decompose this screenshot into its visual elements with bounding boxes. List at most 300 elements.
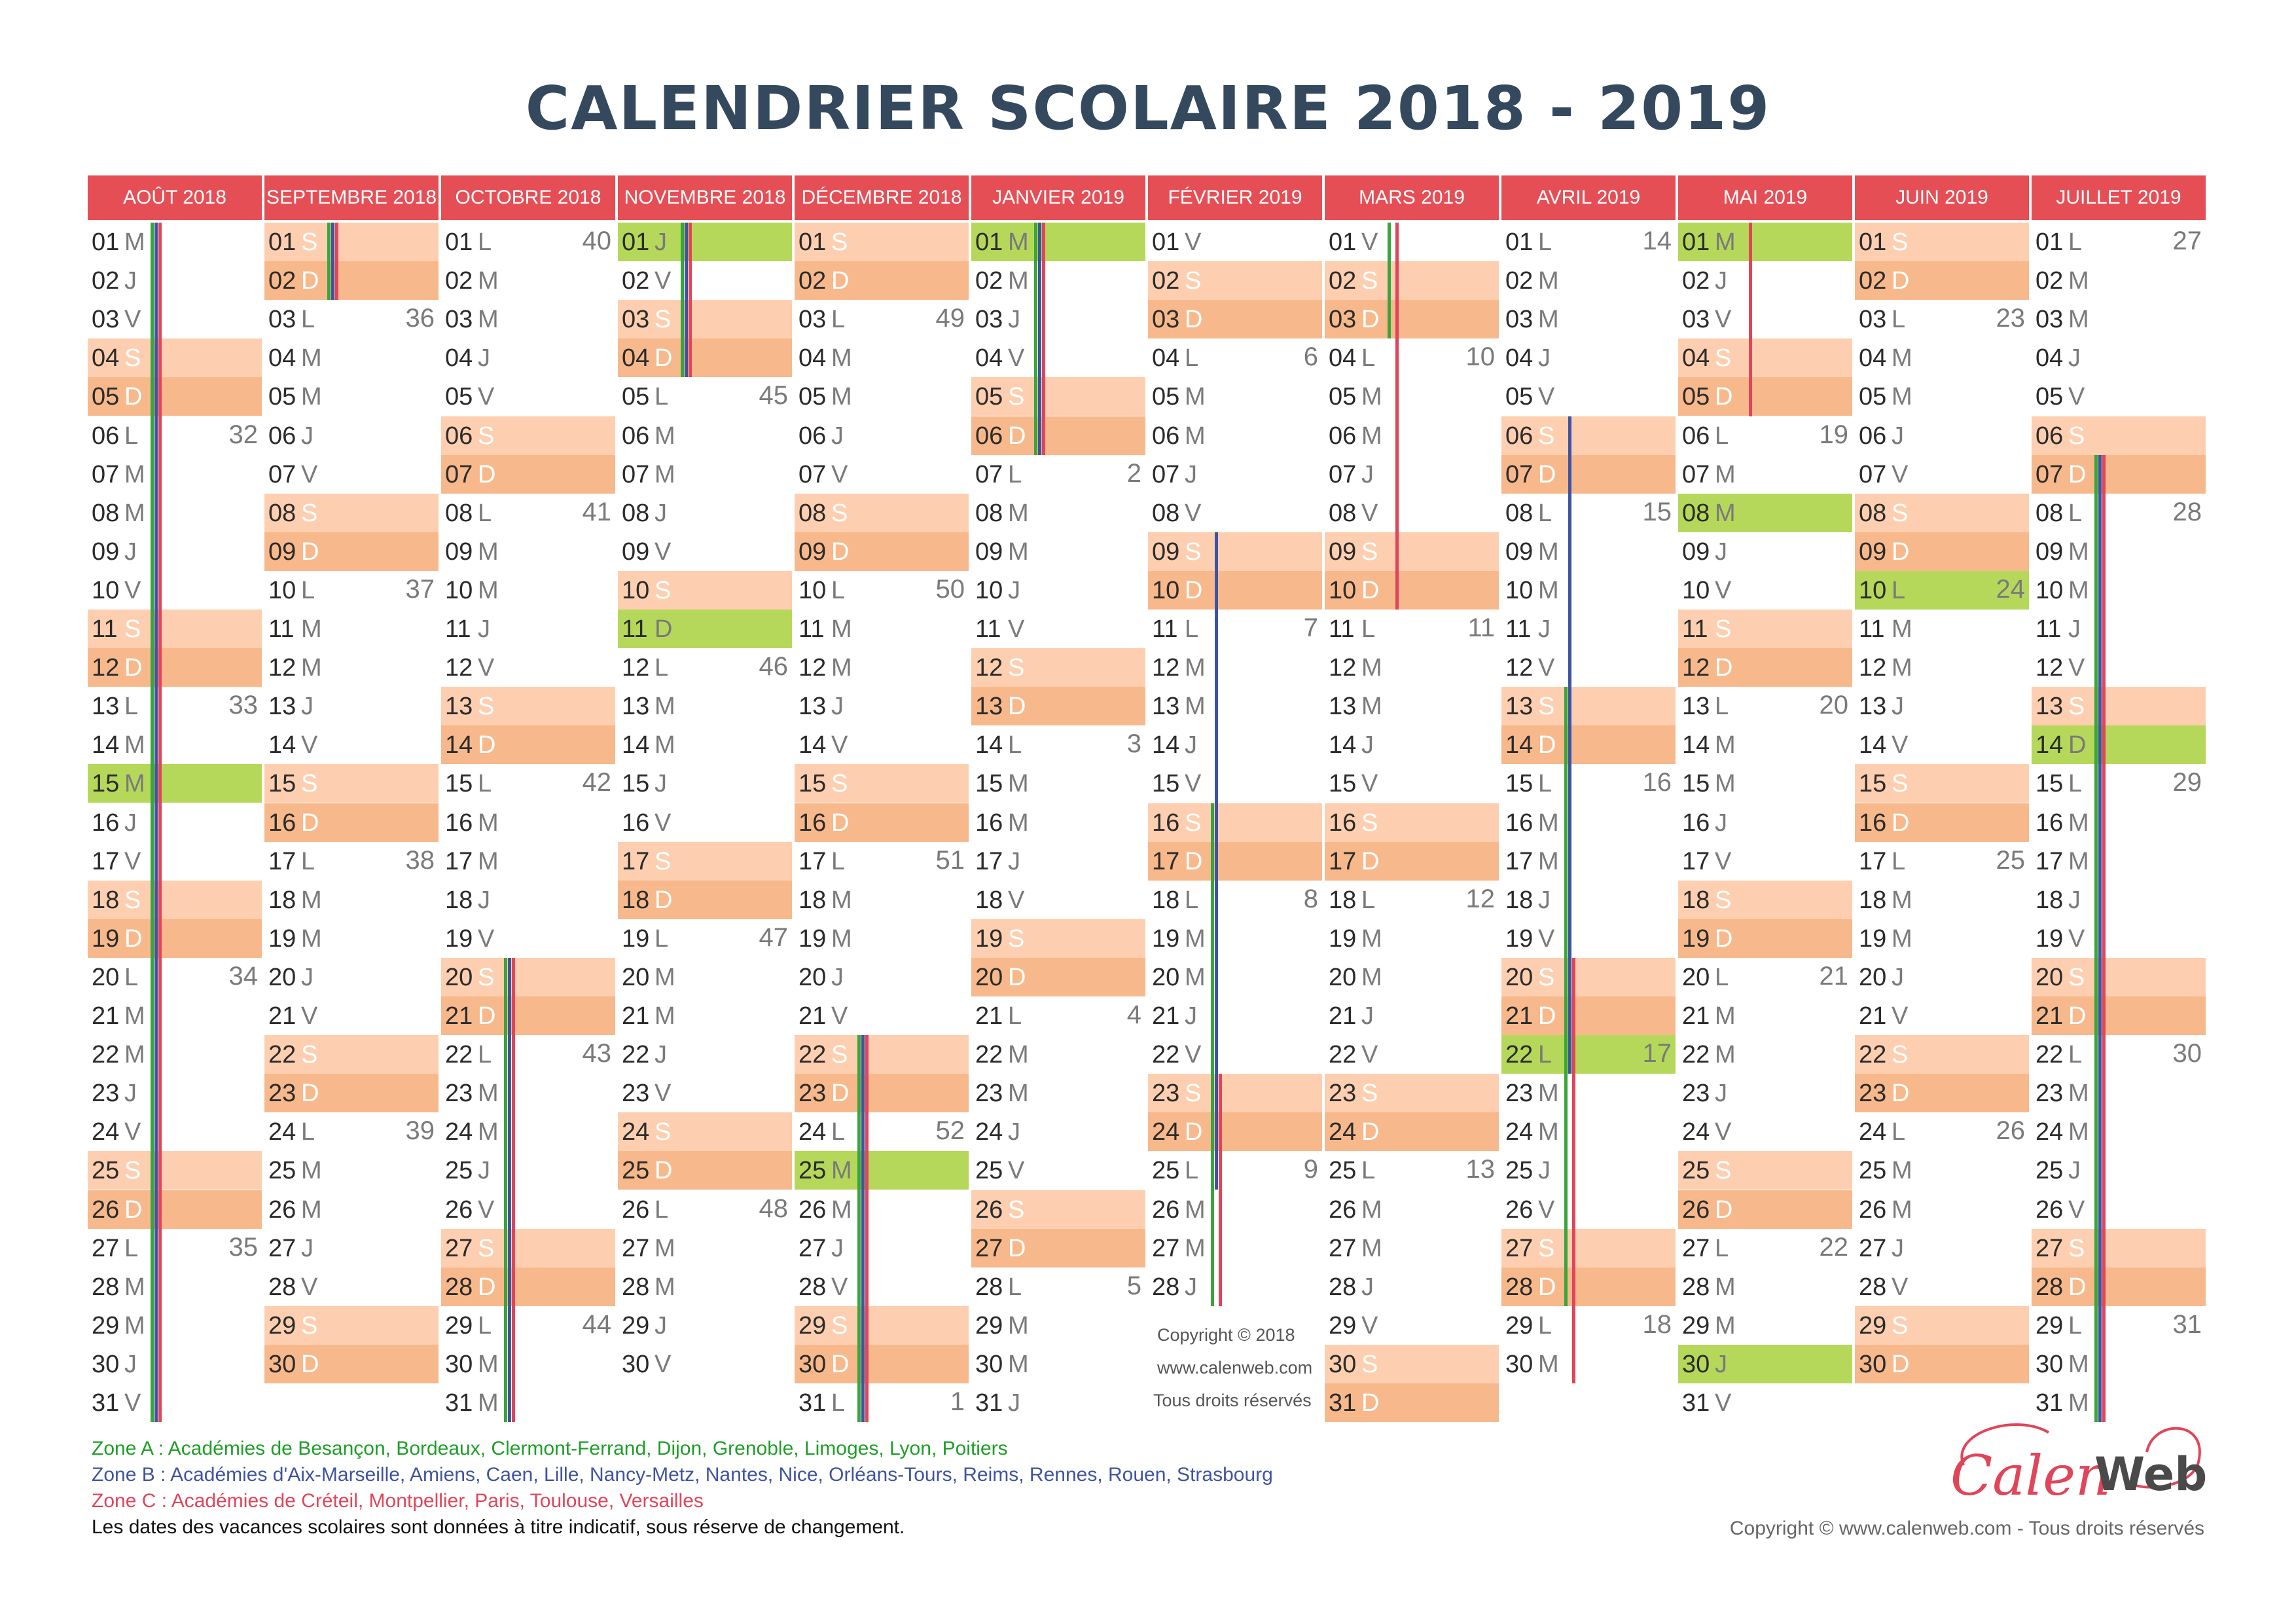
day-cell: [795, 1267, 969, 1306]
day-number: 22: [1329, 1041, 1357, 1069]
day-number: 17: [622, 847, 650, 875]
week-number: 35: [228, 1232, 258, 1262]
day-number: 31: [1329, 1389, 1357, 1417]
zone-b-holiday-bar: [331, 223, 334, 300]
weekday-letter: J: [1538, 886, 1551, 914]
day-cell: [1501, 803, 1676, 842]
day-cell: [441, 958, 615, 996]
day-cell: [1501, 223, 1676, 261]
day-cell: [441, 1306, 615, 1345]
day-number: 08: [1859, 499, 1887, 527]
day-number: 14: [1505, 731, 1534, 759]
day-cell: [2032, 958, 2206, 996]
day-number: 01: [1505, 228, 1534, 256]
weekday-letter: S: [1892, 1041, 1909, 1069]
weekday-letter: V: [1361, 1041, 1378, 1069]
day-cell: [1501, 687, 1676, 725]
day-number: 26: [975, 1195, 1003, 1224]
day-cell: [1855, 261, 2029, 300]
day-number: 27: [92, 1234, 120, 1262]
day-number: 29: [1682, 1311, 1710, 1340]
day-cell: [88, 300, 262, 338]
calendar-rights-line: Tous droits réservés: [1153, 1391, 1312, 1410]
weekday-letter: M: [1892, 924, 1912, 953]
day-number: 13: [1682, 693, 1710, 721]
weekday-letter: L: [1185, 886, 1199, 914]
weekday-letter: S: [1185, 538, 1202, 566]
day-number: 29: [2036, 1311, 2064, 1340]
day-cell: [1148, 1074, 1322, 1112]
day-number: 02: [1682, 267, 1710, 295]
day-number: 09: [1859, 538, 1887, 566]
day-number: 04: [1329, 344, 1357, 373]
day-number: 22: [622, 1041, 650, 1069]
day-number: 05: [1152, 383, 1180, 411]
day-cell: [88, 919, 262, 958]
zone-b-holiday-bar: [508, 958, 511, 1422]
day-number: 04: [1859, 344, 1887, 373]
weekday-letter: S: [124, 344, 141, 373]
day-number: 30: [1682, 1350, 1710, 1378]
weekday-letter: L: [1715, 693, 1729, 721]
weekday-letter: V: [1538, 924, 1555, 953]
month-header: NOVEMBRE 2018: [618, 175, 792, 220]
month-column: [1325, 175, 1499, 1426]
day-cell: [2032, 1306, 2206, 1345]
weekday-letter: M: [1008, 228, 1029, 256]
day-number: 19: [1329, 924, 1357, 953]
day-cell: [795, 416, 969, 455]
weekday-letter: L: [831, 1118, 846, 1146]
day-number: 02: [445, 267, 473, 295]
day-number: 23: [798, 1080, 827, 1108]
day-cell: [1855, 571, 2029, 610]
day-number: 04: [975, 344, 1003, 373]
day-number: 02: [798, 267, 827, 295]
weekday-letter: M: [1715, 731, 1736, 759]
weekday-letter: V: [1715, 576, 1732, 604]
weekday-letter: S: [1715, 615, 1732, 643]
day-number: 10: [798, 576, 827, 604]
day-cell: [971, 687, 1145, 725]
day-number: 21: [1505, 1002, 1534, 1030]
weekday-letter: V: [301, 1002, 318, 1030]
weekday-letter: S: [1185, 267, 1202, 295]
day-number: 16: [1859, 809, 1887, 837]
day-number: 13: [268, 693, 296, 721]
day-number: 16: [798, 809, 827, 837]
day-number: 01: [1682, 228, 1710, 256]
day-cell: [1501, 1267, 1676, 1306]
day-cell: [2032, 1151, 2206, 1190]
weekday-letter: D: [831, 538, 850, 566]
weekday-letter: M: [1715, 1273, 1736, 1301]
day-cell: [1501, 1112, 1676, 1151]
day-cell: [2032, 1229, 2206, 1267]
day-cell: [795, 1229, 969, 1267]
day-cell: [1855, 610, 2029, 648]
day-cell: [441, 687, 615, 725]
weekday-letter: L: [831, 847, 846, 875]
day-cell: [971, 1383, 1145, 1422]
weekday-letter: S: [1008, 654, 1025, 682]
weekday-letter: J: [1008, 847, 1020, 875]
day-cell: [618, 494, 792, 532]
day-cell: [441, 919, 615, 958]
day-number: 21: [445, 1002, 473, 1030]
day-number: 26: [1505, 1195, 1534, 1224]
day-number: 06: [1152, 422, 1180, 450]
day-cell: [1678, 803, 1852, 842]
day-cell: [1678, 300, 1852, 338]
weekday-letter: M: [655, 693, 675, 721]
day-cell: [618, 300, 792, 338]
day-cell: [795, 1035, 969, 1074]
day-cell: [971, 416, 1145, 455]
day-number: 27: [445, 1234, 473, 1262]
week-number: 28: [2172, 497, 2202, 526]
day-cell: [2032, 725, 2206, 764]
day-number: 27: [2036, 1234, 2064, 1262]
day-cell: [1325, 1074, 1499, 1112]
weekday-letter: V: [1008, 615, 1025, 643]
weekday-letter: M: [831, 924, 852, 953]
day-number: 06: [798, 422, 827, 450]
day-cell: [971, 1306, 1145, 1345]
day-number: 17: [1859, 847, 1887, 875]
day-number: 13: [622, 693, 650, 721]
week-number: 32: [228, 420, 258, 449]
month-header: AOÛT 2018: [88, 175, 262, 220]
day-cell: [795, 300, 969, 338]
day-cell: [1325, 338, 1499, 377]
day-number: 18: [622, 886, 650, 914]
day-cell: [441, 881, 615, 919]
day-cell: [971, 300, 1145, 338]
week-number: 34: [228, 961, 258, 991]
weekday-letter: L: [831, 1389, 846, 1417]
weekday-letter: L: [1715, 1234, 1729, 1262]
weekday-letter: D: [478, 460, 496, 488]
weekday-letter: V: [301, 460, 318, 488]
day-cell: [618, 725, 792, 764]
day-number: 06: [1329, 422, 1357, 450]
day-number: 16: [1329, 809, 1357, 837]
weekday-letter: M: [1185, 1195, 1206, 1224]
day-number: 26: [92, 1195, 120, 1224]
day-number: 03: [445, 306, 473, 334]
day-number: 20: [1859, 963, 1887, 991]
day-number: 02: [975, 267, 1003, 295]
weekday-letter: V: [1361, 770, 1378, 798]
day-cell: [1501, 958, 1676, 996]
weekday-letter: D: [1361, 306, 1380, 334]
weekday-letter: L: [478, 1311, 492, 1340]
day-cell: [1855, 494, 2029, 532]
day-cell: [1501, 1074, 1676, 1112]
day-number: 29: [1505, 1311, 1534, 1340]
day-number: 08: [1152, 499, 1180, 527]
weekday-letter: S: [1715, 886, 1732, 914]
day-number: 15: [798, 770, 827, 798]
week-number: 12: [1465, 884, 1495, 913]
month-column: [88, 175, 262, 1426]
weekday-letter: J: [1185, 731, 1197, 759]
day-cell: [88, 494, 262, 532]
day-number: 27: [268, 1234, 296, 1262]
day-number: 07: [1152, 460, 1180, 488]
day-cell: [264, 1345, 439, 1383]
weekday-letter: M: [1008, 1041, 1029, 1069]
day-cell: [2032, 648, 2206, 687]
weekday-letter: L: [1008, 1002, 1022, 1030]
day-cell: [1325, 1306, 1499, 1345]
day-number: 17: [2036, 847, 2064, 875]
weekday-letter: M: [1361, 422, 1382, 450]
weekday-letter: S: [1008, 383, 1025, 411]
day-number: 16: [1152, 809, 1180, 837]
day-cell: [88, 648, 262, 687]
weekday-letter: M: [1538, 576, 1559, 604]
day-cell: [795, 1383, 969, 1422]
weekday-letter: J: [655, 228, 667, 256]
weekday-letter: V: [1892, 1002, 1909, 1030]
zone-a-holiday-bar: [327, 223, 331, 300]
day-number: 23: [1152, 1080, 1180, 1108]
day-number: 16: [1505, 809, 1534, 837]
week-number: 2: [1126, 458, 1141, 488]
week-number: 11: [1467, 613, 1495, 642]
day-cell: [1678, 958, 1852, 996]
day-cell: [264, 223, 439, 261]
day-cell: [1678, 571, 1852, 610]
weekday-letter: D: [1361, 1118, 1380, 1146]
day-cell: [2032, 1345, 2206, 1383]
day-number: 12: [92, 654, 120, 682]
weekday-letter: J: [831, 693, 844, 721]
week-number: 6: [1303, 342, 1318, 372]
day-number: 01: [92, 228, 120, 256]
day-cell: [264, 338, 439, 377]
weekday-letter: S: [2068, 963, 2085, 991]
month-header: FÉVRIER 2019: [1148, 175, 1322, 220]
weekday-letter: M: [478, 576, 499, 604]
day-number: 27: [1152, 1234, 1180, 1262]
day-number: 28: [1152, 1273, 1180, 1301]
day-number: 06: [1682, 422, 1710, 450]
day-cell: [264, 764, 439, 803]
day-number: 14: [1682, 731, 1710, 759]
day-number: 26: [2036, 1195, 2064, 1224]
weekday-letter: V: [1892, 1273, 1909, 1301]
weekday-letter: M: [1715, 499, 1736, 527]
day-cell: [795, 261, 969, 300]
weekday-letter: M: [1892, 886, 1912, 914]
weekday-letter: J: [124, 267, 137, 295]
weekday-letter: L: [124, 422, 139, 450]
day-number: 25: [2036, 1157, 2064, 1185]
week-number: 44: [582, 1309, 611, 1339]
weekday-letter: J: [831, 422, 844, 450]
day-number: 20: [622, 963, 650, 991]
day-cell: [795, 803, 969, 842]
day-cell: [1148, 996, 1322, 1035]
day-cell: [1148, 1151, 1322, 1190]
day-number: 01: [445, 228, 473, 256]
day-number: 05: [1329, 383, 1357, 411]
day-cell: [441, 1345, 615, 1383]
day-number: 10: [975, 576, 1003, 604]
weekday-letter: V: [478, 1195, 495, 1224]
day-number: 26: [1152, 1195, 1180, 1224]
day-cell: [1501, 571, 1676, 610]
day-number: 29: [92, 1311, 120, 1340]
day-cell: [1325, 687, 1499, 725]
day-cell: [88, 687, 262, 725]
day-number: 01: [1329, 228, 1357, 256]
weekday-letter: M: [1185, 1234, 1206, 1262]
weekday-letter: M: [478, 847, 499, 875]
weekday-letter: M: [124, 1041, 145, 1069]
day-cell: [618, 455, 792, 494]
week-number: 15: [1642, 497, 1672, 526]
day-number: 25: [798, 1157, 827, 1185]
weekday-letter: M: [831, 344, 852, 373]
weekday-letter: M: [124, 770, 145, 798]
weekday-letter: D: [1361, 1389, 1380, 1417]
day-number: 20: [445, 963, 473, 991]
day-number: 16: [92, 809, 120, 837]
day-number: 07: [975, 460, 1003, 488]
day-number: 10: [1859, 576, 1887, 604]
zone-c-holiday-bar: [1042, 223, 1045, 455]
day-cell: [1325, 725, 1499, 764]
day-number: 13: [1329, 693, 1357, 721]
weekday-letter: D: [124, 924, 143, 953]
weekday-letter: S: [2068, 1234, 2085, 1262]
day-cell: [88, 1074, 262, 1112]
day-number: 09: [622, 538, 650, 566]
day-cell: [1678, 1112, 1852, 1151]
weekday-letter: D: [2068, 460, 2087, 488]
day-number: 11: [798, 615, 825, 643]
day-cell: [971, 1190, 1145, 1229]
day-number: 23: [1859, 1080, 1887, 1108]
weekday-letter: M: [1715, 228, 1736, 256]
day-cell: [1325, 803, 1499, 842]
weekday-letter: D: [655, 886, 673, 914]
day-cell: [1325, 1229, 1499, 1267]
day-cell: [1501, 1306, 1676, 1345]
weekday-letter: M: [1008, 809, 1029, 837]
day-number: 03: [92, 306, 120, 334]
month-column: [795, 175, 969, 1426]
day-number: 15: [1859, 770, 1887, 798]
weekday-letter: J: [301, 963, 314, 991]
day-number: 16: [445, 809, 473, 837]
day-cell: [1501, 1190, 1676, 1229]
weekday-letter: D: [1361, 847, 1380, 875]
day-cell: [441, 338, 615, 377]
weekday-letter: L: [1892, 576, 1906, 604]
day-cell: [1855, 223, 2029, 261]
weekday-letter: M: [2068, 1389, 2089, 1417]
day-number: 09: [268, 538, 296, 566]
day-number: 24: [1682, 1118, 1710, 1146]
zone-c-holiday-bar: [512, 958, 515, 1422]
weekday-letter: V: [301, 1273, 318, 1301]
day-number: 20: [798, 963, 827, 991]
day-cell: [1148, 416, 1322, 455]
day-number: 13: [798, 693, 827, 721]
weekday-letter: D: [1008, 963, 1026, 991]
day-cell: [1325, 881, 1499, 919]
day-number: 23: [1329, 1080, 1357, 1108]
weekday-letter: M: [2068, 809, 2089, 837]
day-number: 27: [1682, 1234, 1710, 1262]
day-cell: [1678, 687, 1852, 725]
week-number: 22: [1819, 1232, 1848, 1262]
day-number: 05: [92, 383, 120, 411]
weekday-letter: V: [831, 1002, 848, 1030]
weekday-letter: M: [1538, 809, 1559, 837]
day-number: 08: [798, 499, 827, 527]
day-number: 26: [1859, 1195, 1887, 1224]
day-number: 10: [92, 576, 120, 604]
day-cell: [264, 1190, 439, 1229]
day-cell: [1855, 958, 2029, 996]
weekday-letter: D: [478, 1273, 496, 1301]
day-cell: [1148, 223, 1322, 261]
weekday-letter: M: [1361, 1234, 1382, 1262]
day-number: 10: [1152, 576, 1180, 604]
day-cell: [971, 919, 1145, 958]
day-cell: [1501, 377, 1676, 416]
weekday-letter: D: [301, 809, 319, 837]
day-number: 07: [1329, 460, 1357, 488]
weekday-letter: L: [1538, 499, 1552, 527]
weekday-letter: L: [2068, 1311, 2083, 1340]
weekday-letter: V: [1185, 499, 1202, 527]
day-number: 29: [268, 1311, 296, 1340]
day-number: 25: [1505, 1157, 1534, 1185]
day-cell: [441, 532, 615, 571]
day-cell: [618, 338, 792, 377]
weekday-letter: M: [301, 654, 322, 682]
day-number: 19: [1859, 924, 1887, 953]
day-number: 29: [1329, 1311, 1357, 1340]
day-cell: [1325, 1267, 1499, 1306]
day-number: 18: [798, 886, 827, 914]
week-number: 38: [405, 845, 435, 875]
day-cell: [795, 494, 969, 532]
weekday-letter: D: [1185, 306, 1203, 334]
day-number: 23: [2036, 1080, 2064, 1108]
weekday-letter: J: [2068, 615, 2081, 643]
weekday-letter: M: [124, 1002, 145, 1030]
day-cell: [88, 1151, 262, 1190]
weekday-letter: M: [831, 615, 852, 643]
day-cell: [1678, 1035, 1852, 1074]
weekday-letter: M: [1892, 344, 1912, 373]
day-number: 21: [1152, 1002, 1180, 1030]
day-number: 07: [2036, 460, 2064, 488]
day-cell: [264, 803, 439, 842]
day-cell: [795, 842, 969, 881]
weekday-letter: V: [1892, 460, 1909, 488]
weekday-letter: M: [1538, 1080, 1559, 1108]
day-cell: [1678, 996, 1852, 1035]
